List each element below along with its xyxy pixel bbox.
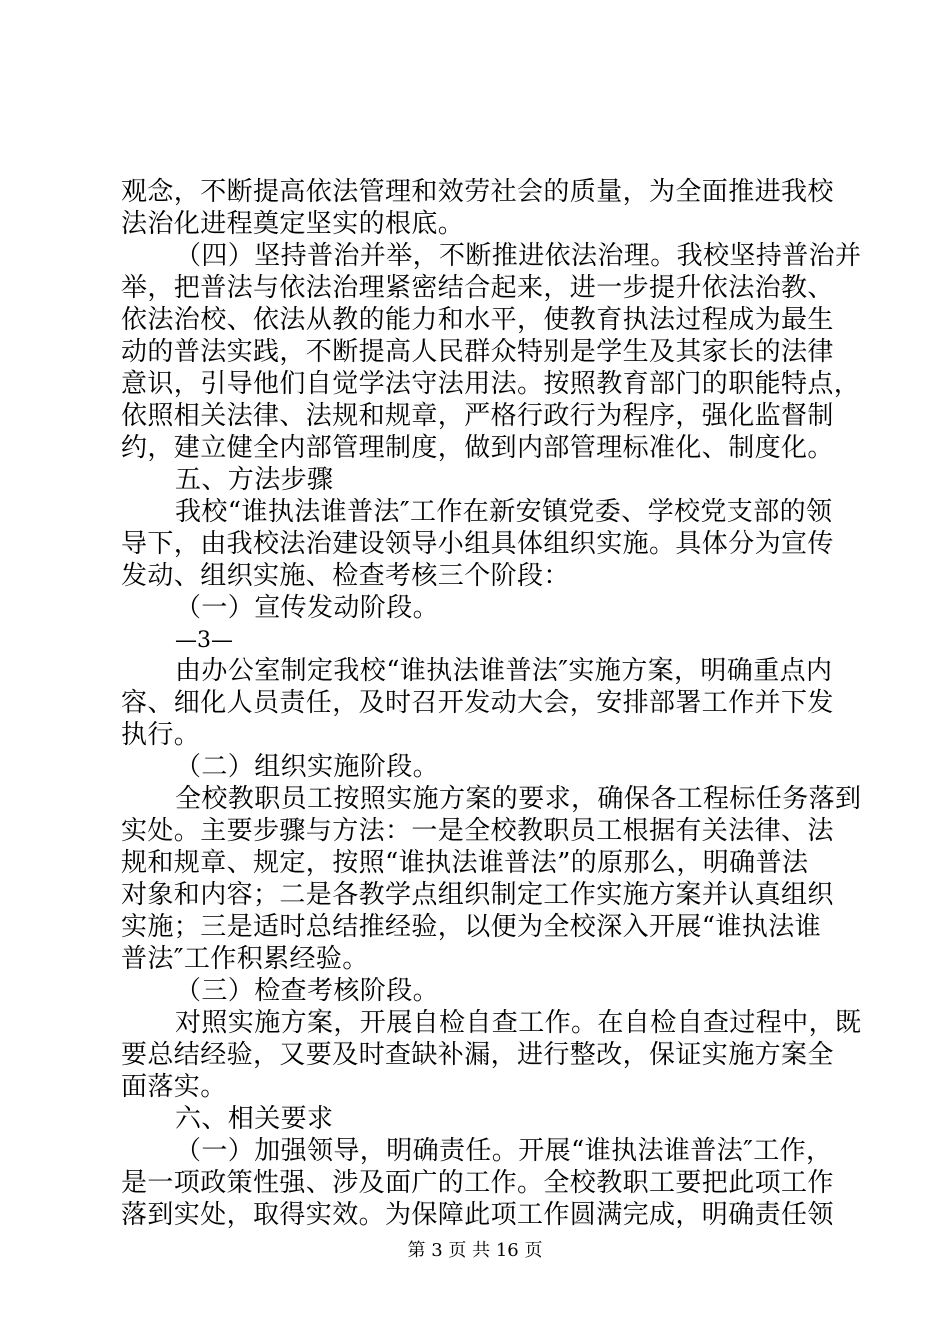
text-line: 依法治校、依法从教的能力和水平，使教育执法过程成为最生 [121, 305, 834, 335]
text-line: 实处。主要步骤与方法：一是全校教职员工根据有关法律、法 [121, 816, 834, 846]
subsection-heading: （三）检查考核阶段。 [175, 976, 440, 1006]
text-line: 落到实处，取得实效。为保障此项工作圆满完成，明确责任领 [121, 1200, 834, 1230]
page-marker: —3— [175, 628, 233, 653]
text-line: 意识，引导他们自觉学法守法用法。按照教育部门的职能特点， [121, 369, 861, 399]
section-heading: 五、方法步骤 [175, 465, 334, 495]
text-line: 导下，由我校法治建设领导小组具体组织实施。具体分为宣传 [121, 529, 834, 559]
text-line: 要总结经验，又要及时查缺补漏，进行整改，保证实施方案全 [121, 1040, 834, 1070]
text-line: 约，建立健全内部管理制度，做到内部管理标准化、制度化。 [121, 433, 834, 463]
text-line: 全校教职员工按照实施方案的要求，确保各工程标任务落到 [175, 784, 862, 814]
text-line: 普法″工作积累经验。 [121, 944, 369, 974]
text-line: （一）加强领导，明确责任。开展“谁执法谁普法″工作， [175, 1136, 833, 1166]
text-line: 依照相关法律、法规和规章，严格行政行为程序，强化监督制 [121, 401, 834, 431]
text-line: 实施；三是适时总结推经验，以便为全校深入开展“谁执法谁 [121, 912, 822, 942]
subsection-heading: （二）组织实施阶段。 [175, 752, 440, 782]
text-line: 规和规章、规定，按照“谁执法谁普法”的原那么，明确普法 [121, 848, 809, 878]
text-line: 由办公室制定我校“谁执法谁普法″实施方案，明确重点内 [175, 656, 833, 686]
text-line: 对照实施方案，开展自检自查工作。在自检自查过程中，既 [175, 1008, 862, 1038]
text-line: 是一项政策性强、涉及面广的工作。全校教职工要把此项工作 [121, 1168, 834, 1198]
text-line: 法治化进程奠定坚实的根底。 [121, 209, 465, 239]
section-heading: 六、相关要求 [175, 1104, 334, 1134]
text-line: 举，把普法与依法治理紧密结合起来，进一步提升依法治教、 [121, 273, 834, 303]
page-footer: 第 3 页 共 16 页 [407, 1240, 543, 1261]
text-line: 容、细化人员责任，及时召开发动大会，安排部署工作并下发 [121, 688, 834, 718]
text-line: （四）坚持普治并举，不断推进依法治理。我校坚持普治并 [175, 241, 862, 271]
subsection-heading: （一）宣传发动阶段。 [175, 593, 440, 623]
text-line: 我校“谁执法谁普法″工作在新安镇党委、学校党支部的领 [175, 497, 833, 527]
text-line: 观念，不断提高依法管理和效劳社会的质量，为全面推进我校 [121, 177, 834, 207]
text-line: 面落实。 [121, 1072, 227, 1102]
text-line: 发动、组织实施、检查考核三个阶段： [121, 561, 570, 591]
text-line: 执行。 [121, 720, 201, 750]
text-line: 对象和内容；二是各教学点组织制定工作实施方案并认真组织 [121, 880, 834, 910]
text-line: 动的普法实践，不断提高人民群众特别是学生及其家长的法律 [121, 337, 834, 367]
